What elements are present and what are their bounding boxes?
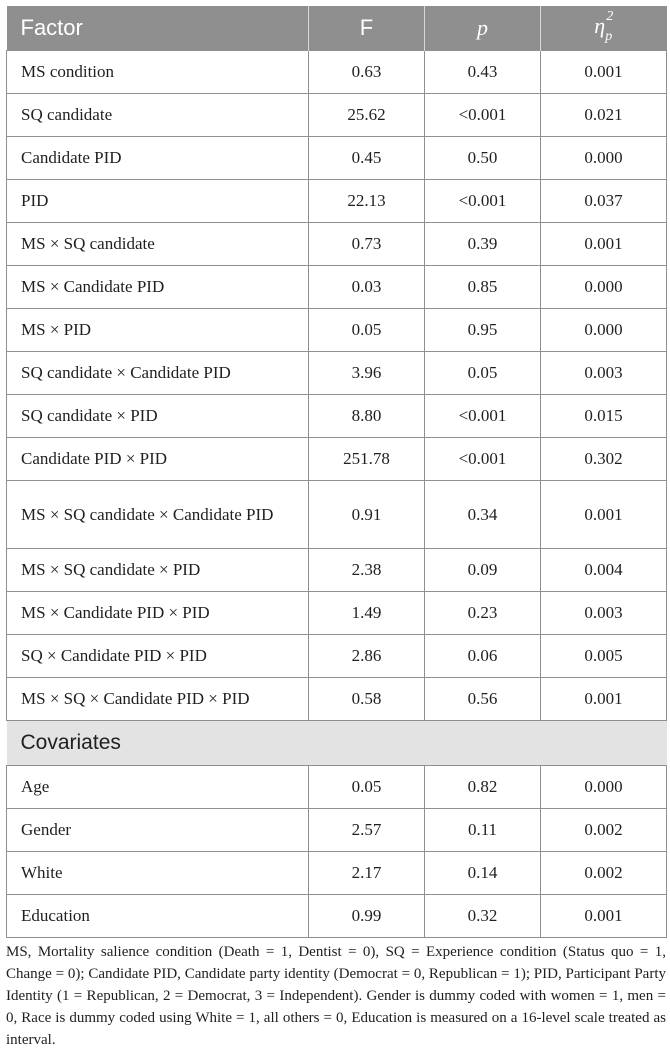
f-value-cell: 0.45 bbox=[309, 137, 425, 180]
eta-value-cell: 0.003 bbox=[541, 592, 667, 635]
table-row bbox=[7, 592, 667, 635]
eta-letter: η bbox=[594, 12, 606, 38]
factor-cell: Candidate PID bbox=[7, 137, 309, 180]
p-value-cell: 0.05 bbox=[425, 352, 541, 395]
eta-superscript: 2 bbox=[606, 9, 614, 25]
covariates-label: Covariates bbox=[7, 721, 667, 766]
factor-cell: MS × SQ × Candidate PID × PID bbox=[7, 678, 309, 721]
header-eta-squared bbox=[541, 6, 667, 51]
f-value-cell: 0.58 bbox=[309, 678, 425, 721]
table-row bbox=[7, 180, 667, 223]
p-value-cell: <0.001 bbox=[425, 438, 541, 481]
f-value-cell: 3.96 bbox=[309, 352, 425, 395]
factor-cell: PID bbox=[7, 180, 309, 223]
table-row bbox=[7, 678, 667, 721]
table-row bbox=[7, 137, 667, 180]
f-value-cell: 2.38 bbox=[309, 549, 425, 592]
factor-cell: MS × SQ candidate bbox=[7, 223, 309, 266]
factor-cell: SQ × Candidate PID × PID bbox=[7, 635, 309, 678]
factor-cell: SQ candidate × Candidate PID bbox=[7, 352, 309, 395]
p-value-cell: 0.06 bbox=[425, 635, 541, 678]
table-row bbox=[7, 895, 667, 938]
factor-cell: MS condition bbox=[7, 51, 309, 94]
table-row bbox=[7, 481, 667, 549]
table-row bbox=[7, 352, 667, 395]
f-value-cell: 2.17 bbox=[309, 852, 425, 895]
table-row bbox=[7, 395, 667, 438]
table-body bbox=[7, 51, 667, 938]
p-value-cell: 0.43 bbox=[425, 51, 541, 94]
header-p bbox=[425, 6, 541, 51]
eta-value-cell: 0.003 bbox=[541, 352, 667, 395]
f-value-cell: 0.91 bbox=[309, 481, 425, 549]
eta-value-cell: 0.000 bbox=[541, 766, 667, 809]
anova-table bbox=[6, 6, 667, 938]
factor-cell: MS × Candidate PID × PID bbox=[7, 592, 309, 635]
eta-value-cell: 0.001 bbox=[541, 223, 667, 266]
p-value-cell: 0.14 bbox=[425, 852, 541, 895]
f-value-cell: 25.62 bbox=[309, 94, 425, 137]
p-value-cell: 0.50 bbox=[425, 137, 541, 180]
eta-value-cell: 0.001 bbox=[541, 678, 667, 721]
eta-value-cell: 0.021 bbox=[541, 94, 667, 137]
factor-cell: MS × PID bbox=[7, 309, 309, 352]
eta-value-cell: 0.302 bbox=[541, 438, 667, 481]
covariates-section-header bbox=[7, 721, 667, 766]
eta-value-cell: 0.002 bbox=[541, 809, 667, 852]
eta-subscript: p bbox=[605, 29, 613, 45]
header-factor: Factor bbox=[7, 6, 309, 51]
factor-cell: SQ candidate bbox=[7, 94, 309, 137]
p-value-cell: 0.82 bbox=[425, 766, 541, 809]
table-row bbox=[7, 766, 667, 809]
p-value-cell: 0.11 bbox=[425, 809, 541, 852]
factor-cell: White bbox=[7, 852, 309, 895]
p-value-cell: 0.85 bbox=[425, 266, 541, 309]
f-value-cell: 0.05 bbox=[309, 766, 425, 809]
table-row bbox=[7, 51, 667, 94]
table-footnote: MS, Mortality salience condition (Death = 1, Dentist = 0), SQ = Experience condition (Status quo = 1, Change = 0); Candidate PID, Candidate party identity (Democrat = 0, Republican = 1); PID, Participant Party Identity (1 = Republican, 2 = Democrat, 3 = Independent). Gender is dummy coded with women = 1, men = 0, Race is dummy coded using White = 1, all others = 0, Education is measured on a 16-level scale treated as interval. bbox=[6, 944, 666, 1048]
table-row bbox=[7, 852, 667, 895]
p-value-cell: 0.56 bbox=[425, 678, 541, 721]
eta-value-cell: 0.002 bbox=[541, 852, 667, 895]
f-value-cell: 251.78 bbox=[309, 438, 425, 481]
factor-cell: SQ candidate × PID bbox=[7, 395, 309, 438]
eta-value-cell: 0.000 bbox=[541, 266, 667, 309]
p-value-cell: <0.001 bbox=[425, 395, 541, 438]
p-value-cell: <0.001 bbox=[425, 180, 541, 223]
eta-value-cell: 0.000 bbox=[541, 309, 667, 352]
anova-table-container bbox=[6, 6, 666, 938]
table-row bbox=[7, 809, 667, 852]
table-header bbox=[7, 6, 667, 51]
f-value-cell: 1.49 bbox=[309, 592, 425, 635]
factor-cell: MS × SQ candidate × PID bbox=[7, 549, 309, 592]
f-value-cell: 0.99 bbox=[309, 895, 425, 938]
header-row bbox=[7, 6, 667, 51]
f-value-cell: 8.80 bbox=[309, 395, 425, 438]
eta-value-cell: 0.001 bbox=[541, 481, 667, 549]
factor-cell: Age bbox=[7, 766, 309, 809]
eta-value-cell: 0.037 bbox=[541, 180, 667, 223]
factor-cell: Education bbox=[7, 895, 309, 938]
header-f: F bbox=[309, 6, 425, 51]
f-value-cell: 2.86 bbox=[309, 635, 425, 678]
f-value-cell: 22.13 bbox=[309, 180, 425, 223]
factor-cell: Gender bbox=[7, 809, 309, 852]
f-value-cell: 2.57 bbox=[309, 809, 425, 852]
eta-symbol bbox=[594, 9, 614, 45]
eta-value-cell: 0.004 bbox=[541, 549, 667, 592]
table-row bbox=[7, 549, 667, 592]
f-value-cell: 0.05 bbox=[309, 309, 425, 352]
factor-cell: Candidate PID × PID bbox=[7, 438, 309, 481]
f-value-cell: 0.73 bbox=[309, 223, 425, 266]
eta-value-cell: 0.000 bbox=[541, 137, 667, 180]
eta-value-cell: 0.015 bbox=[541, 395, 667, 438]
table-row bbox=[7, 266, 667, 309]
header-p-label: p bbox=[477, 15, 488, 40]
table-row bbox=[7, 635, 667, 678]
eta-value-cell: 0.005 bbox=[541, 635, 667, 678]
table-row bbox=[7, 223, 667, 266]
table-row bbox=[7, 309, 667, 352]
factor-cell: MS × Candidate PID bbox=[7, 266, 309, 309]
eta-value-cell: 0.001 bbox=[541, 895, 667, 938]
p-value-cell: 0.23 bbox=[425, 592, 541, 635]
f-value-cell: 0.03 bbox=[309, 266, 425, 309]
p-value-cell: 0.95 bbox=[425, 309, 541, 352]
p-value-cell: 0.09 bbox=[425, 549, 541, 592]
table-row bbox=[7, 438, 667, 481]
p-value-cell: 0.32 bbox=[425, 895, 541, 938]
table-row bbox=[7, 94, 667, 137]
p-value-cell: 0.34 bbox=[425, 481, 541, 549]
p-value-cell: <0.001 bbox=[425, 94, 541, 137]
p-value-cell: 0.39 bbox=[425, 223, 541, 266]
f-value-cell: 0.63 bbox=[309, 51, 425, 94]
factor-cell: MS × SQ candidate × Candidate PID bbox=[7, 481, 309, 549]
eta-value-cell: 0.001 bbox=[541, 51, 667, 94]
